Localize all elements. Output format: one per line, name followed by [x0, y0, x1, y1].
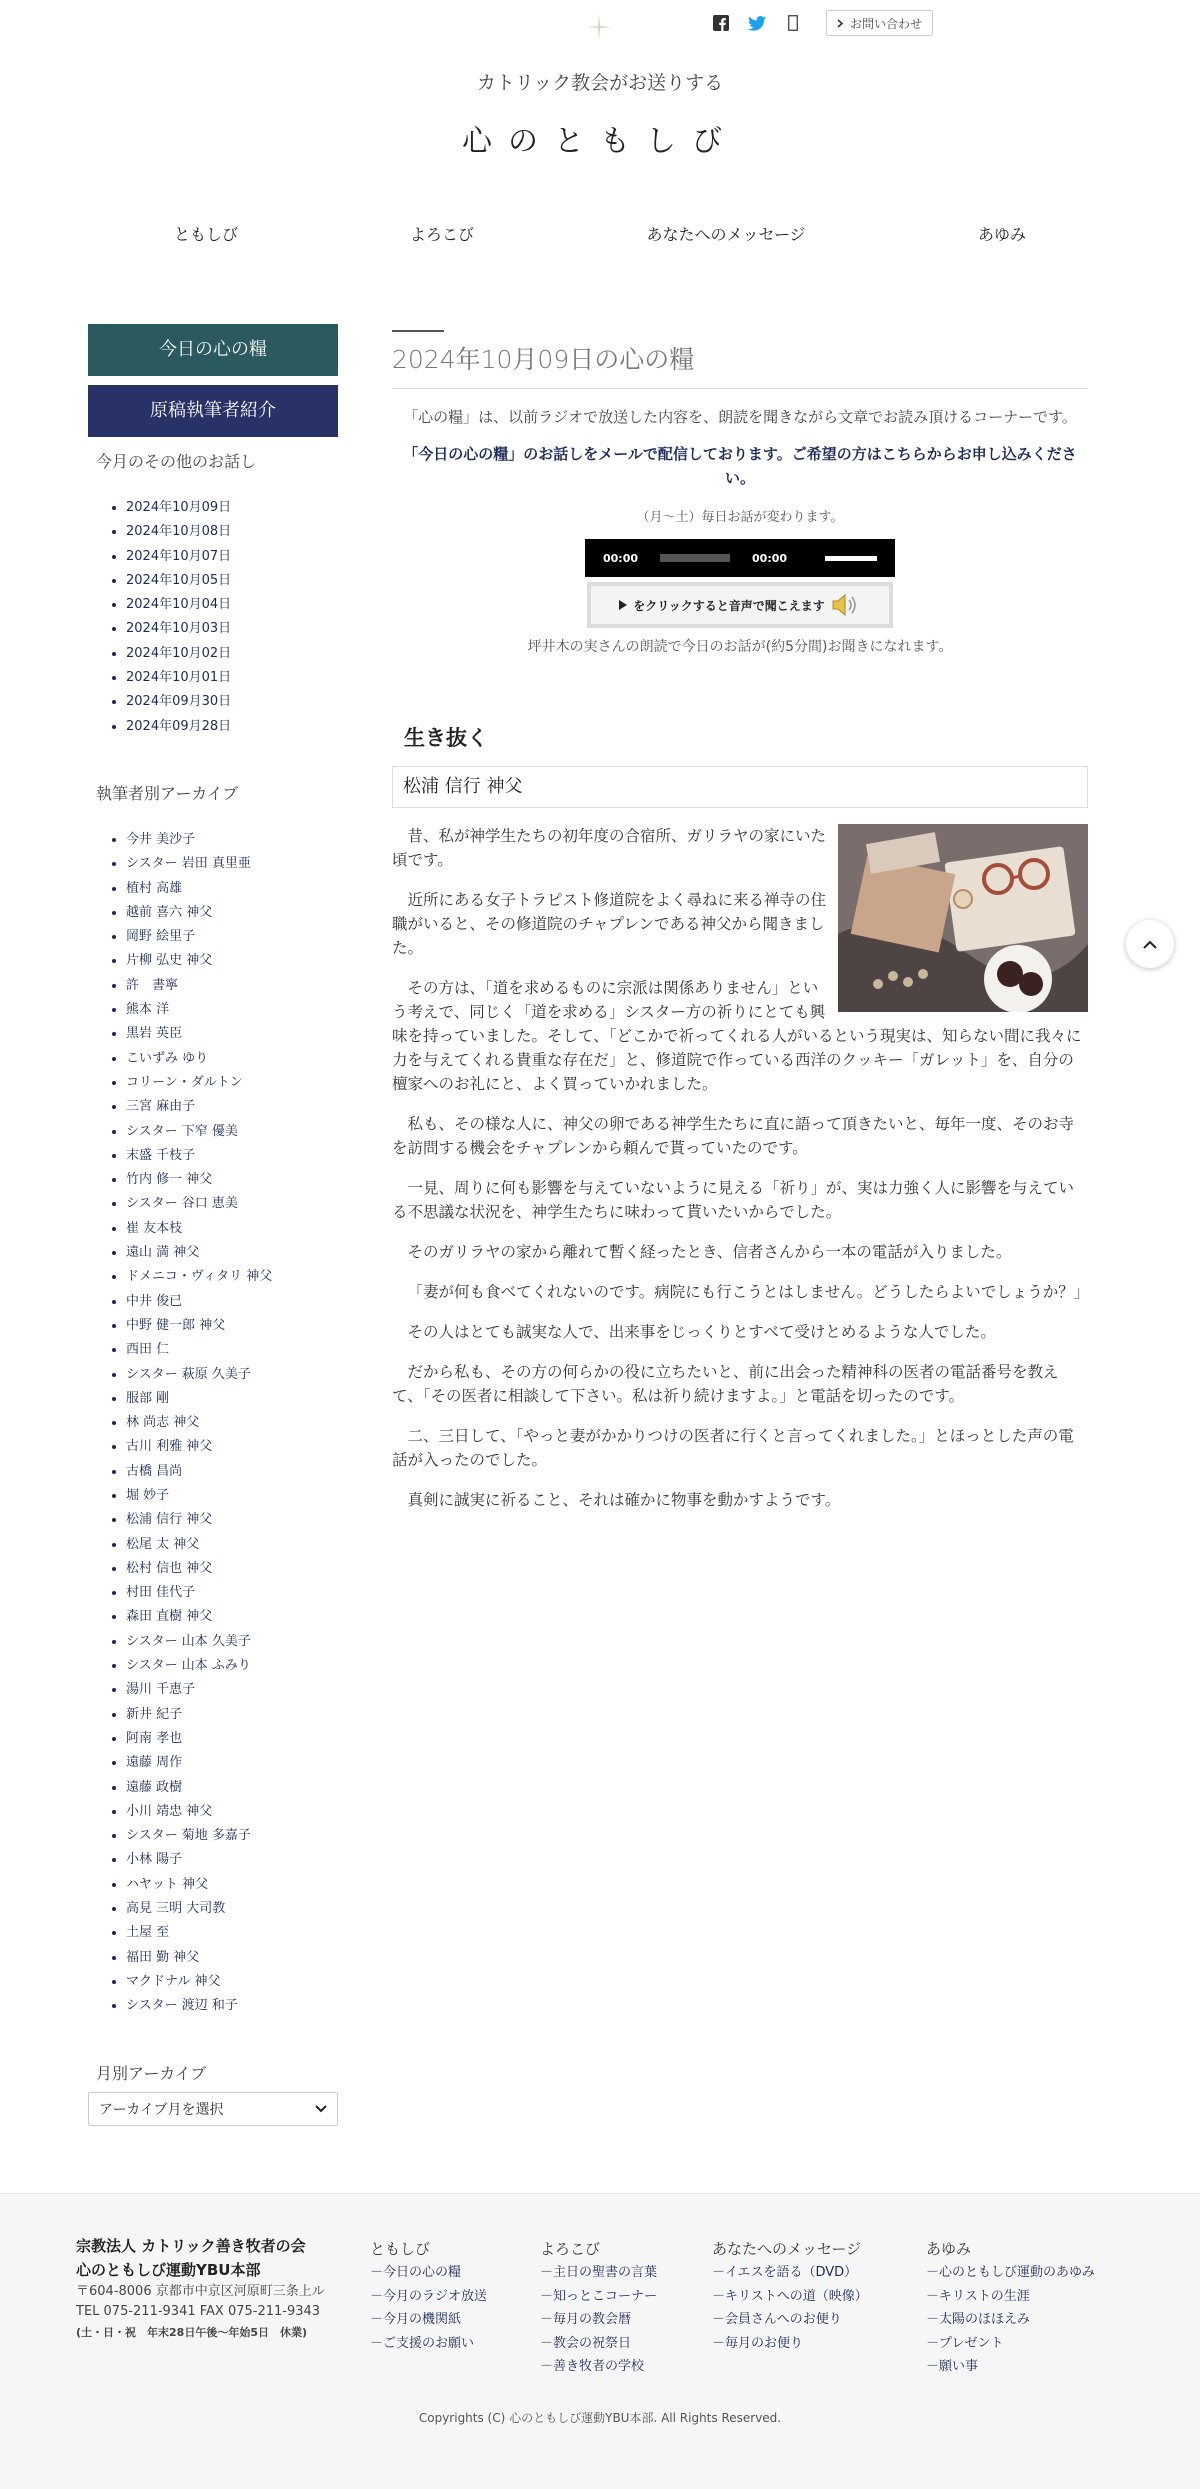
author-archive-item[interactable]: • 福田 勤 神父 [126, 1946, 338, 1970]
footer-column-heading[interactable]: あなたへのメッセージ [712, 2240, 862, 2258]
today-button[interactable]: 今日の心の糧 [88, 324, 338, 376]
chevron-up-icon [1143, 940, 1157, 949]
footer-col-tomoshibi [370, 2238, 487, 2355]
article-paragraph: 一見、周りに何も影響を与えていないように見える「祈り」が、実は力強く人に影響を与えている不思議な状況を、神学生たちに味わって貰いたいからでした。 [392, 1179, 1075, 1221]
back-to-top-button[interactable] [1126, 920, 1174, 968]
nav-item-tomoshibi[interactable]: ともしび [173, 225, 239, 244]
footer-link[interactable] [712, 2332, 868, 2356]
contact-button[interactable] [826, 10, 933, 36]
author-archive-item[interactable]: • 村田 佳代子 [126, 1581, 338, 1605]
title-accent-rule [392, 330, 444, 332]
footer-link-label: 知っとこコーナー [553, 2288, 658, 2304]
author-archive-item[interactable]: • シスター 菊地 多嘉子 [126, 1824, 338, 1848]
month-item[interactable]: • 2024年10月01日 [126, 666, 338, 690]
article-title: 生き抜く [404, 726, 488, 750]
footer-link[interactable] [712, 2285, 868, 2309]
footer-link[interactable] [540, 2285, 657, 2309]
footer-link[interactable] [540, 2332, 657, 2356]
footer-link[interactable] [926, 2332, 1095, 2356]
author-archive-item[interactable]: • 越前 喜六 神父 [126, 901, 338, 925]
footer-link-label: 今月のラジオ放送 [383, 2288, 488, 2304]
org-hours: (土・日・祝 年末28日午後〜年始5日 休業) [76, 2326, 308, 2339]
footer-col-ayumi [926, 2238, 1095, 2379]
footer-link-label: 毎月の教会暦 [553, 2312, 632, 2327]
author-archive-item[interactable]: • 松尾 太 神父 [126, 1533, 338, 1557]
twitter-icon[interactable] [746, 12, 768, 34]
intro-text: 「心の糧」は、以前ラジオで放送した内容を、朗読を聞きながら文章でお読み頂けるコーナーです。 [403, 408, 1077, 426]
footer-link-label: イエスを語る（DVD） [725, 2265, 858, 2280]
footer-column-heading[interactable]: よろこび [540, 2240, 601, 2258]
month-item[interactable]: • 2024年09月30日 [126, 690, 338, 714]
org-subname: 心のともしび運動YBU本部 [76, 2261, 261, 2279]
article-author: 松浦 信行 神父 [392, 766, 1088, 808]
month-item[interactable]: • 2024年10月08日 [126, 520, 338, 544]
chevron-down-icon [315, 2105, 327, 2113]
author-archive-item[interactable]: • シスター 下窄 優美 [126, 1120, 338, 1144]
author-archive-item[interactable]: • 阿南 孝也 [126, 1727, 338, 1751]
footer-link-dash: － [926, 2288, 940, 2304]
play-icon [619, 600, 627, 610]
author-archive-item[interactable]: • 黒岩 英臣 [126, 1022, 338, 1046]
audio-volume-bar[interactable] [825, 556, 877, 561]
author-archive-heading: 執筆者別アーカイブ [96, 783, 239, 803]
footer-link[interactable] [540, 2261, 657, 2285]
footer-link-label: プレゼント [939, 2335, 1004, 2351]
month-item[interactable]: • 2024年10月09日 [126, 496, 338, 520]
month-item[interactable]: • 2024年10月05日 [126, 569, 338, 593]
footer-link-dash: － [926, 2359, 940, 2374]
speaker-icon [831, 593, 861, 617]
footer-link-dash: － [712, 2288, 726, 2304]
footer-link-dash: － [370, 2312, 384, 2327]
article-paragraph: その方は、「道を求めるものに宗派は関係ありません」という考えで、同じく「道を求める」シスター方の祈りにとても興味を持っていました。そして、「どこかで祈ってくれる人がいるという現実は、知らない間に我々に力を与えてくれる貴重な存在だ」と、修道院で作っている西洋のクッキー「ガレット」を、自分の檀家へのお礼にと、よく買っていかれました。 [392, 979, 1082, 1093]
org-name: 宗教法人 カトリック善き牧者の会 [76, 2237, 306, 2255]
author-archive-item[interactable]: • シスター 渡辺 和子 [126, 1994, 338, 2018]
archive-month-select[interactable] [88, 2092, 338, 2126]
footer-link-label: 今日の心の糧 [383, 2265, 462, 2280]
footer-link-dash: － [370, 2265, 384, 2280]
author-archive-item[interactable]: • 服部 剛 [126, 1387, 338, 1411]
play-button-label: をクリックすると音声で聞こえます [633, 598, 825, 613]
author-archive-item[interactable]: • 遠藤 政樹 [126, 1776, 338, 1800]
instagram-icon[interactable] [782, 12, 804, 34]
footer-link-dash: － [370, 2288, 384, 2304]
author-archive-item[interactable]: • 今井 美沙子 [126, 828, 338, 852]
footer-link[interactable] [370, 2285, 487, 2309]
author-archive-item[interactable]: • シスター 萩原 久美子 [126, 1363, 338, 1387]
footer-link-dash: － [540, 2312, 554, 2327]
facebook-icon[interactable] [710, 12, 732, 34]
footer-link-dash: － [926, 2335, 940, 2351]
author-archive-item[interactable]: • 遠藤 周作 [126, 1751, 338, 1775]
footer-link-dash: － [370, 2335, 384, 2351]
author-archive-item[interactable]: • 小林 陽子 [126, 1848, 338, 1872]
article-paragraph: 二、三日して、「やっと妻がかかりつけの医者に行くと言ってくれました。」とほっとした声の電話が入ったのでした。 [392, 1427, 1074, 1469]
global-nav [0, 222, 1200, 250]
article-paragraph: その人はとても誠実な人で、出来事をじっくりとすべて受けとめるような人でした。 [407, 1323, 996, 1341]
footer-link-label: キリストの生涯 [939, 2288, 1030, 2304]
author-archive-item[interactable]: • 林 尚志 神父 [126, 1411, 338, 1435]
footer-link-label: 善き牧者の学校 [553, 2359, 645, 2374]
sidebar [88, 324, 338, 2126]
author-archive-item[interactable]: • 西田 仁 [126, 1338, 338, 1362]
nav-item-yorokobi[interactable]: よろこび [409, 225, 475, 244]
audio-current-time: 00:00 [603, 551, 639, 565]
author-list [88, 828, 338, 2019]
footer-link-label: 太陽のほほえみ [939, 2312, 1031, 2327]
logo-star-icon[interactable] [586, 14, 612, 40]
author-archive-item[interactable]: • シスター 岩田 真里亜 [126, 852, 338, 876]
footer-col-message [712, 2238, 868, 2355]
author-archive-item[interactable]: • 竹内 修一 神父 [126, 1168, 338, 1192]
nav-item-ayumi[interactable]: あゆみ [977, 225, 1027, 244]
audio-progress-track[interactable] [660, 554, 730, 562]
author-archive-item[interactable]: • 中野 健一郎 神父 [126, 1314, 338, 1338]
author-archive-item[interactable]: • 土屋 至 [126, 1921, 338, 1945]
footer-link[interactable] [926, 2261, 1095, 2285]
author-archive-item[interactable]: • 松浦 信行 神父 [126, 1508, 338, 1532]
footer-link-label: 願い事 [939, 2359, 979, 2374]
footer-link[interactable] [926, 2285, 1095, 2309]
article-paragraph: 昔、私が神学生たちの初年度の合宿所、ガリラヤの家にいた頃です。 [392, 827, 827, 869]
audio-play-button[interactable] [587, 582, 893, 628]
author-archive-item[interactable]: • 松村 信也 神父 [126, 1557, 338, 1581]
author-archive-item[interactable]: • 古橋 昌尚 [126, 1460, 338, 1484]
author-archive-item[interactable]: • 片柳 弘史 神父 [126, 949, 338, 973]
article-paragraph: だから私も、その方の何らかの役に立ちたいと、前に出会った精神科の医者の電話番号を教えて、「その医者に相談して下さい。私は祈り続けますよ。」と電話を切ったのです。 [392, 1363, 1059, 1405]
footer-link[interactable] [540, 2355, 657, 2379]
org-phone: TEL 075-211-9341 FAX 075-211-9343 [76, 2304, 321, 2319]
mail-subscribe-link[interactable]: 「今日の心の糧」のお話しをメールで配信しております。ご希望の方はこちらからお申し込みください。 [403, 445, 1077, 487]
footer-link-dash: － [540, 2265, 554, 2280]
author-archive-item[interactable]: • 三宮 麻由子 [126, 1095, 338, 1119]
org-address: 〒604-8006 京都市中京区河原町三条上ル [76, 2284, 325, 2299]
footer-link-label: 会員さんへのお便り [725, 2312, 842, 2327]
month-item[interactable]: • 2024年09月28日 [126, 715, 338, 739]
footer-link-label: 今月の機関紙 [383, 2312, 462, 2327]
footer-link[interactable] [926, 2355, 1095, 2379]
author-archive-item[interactable]: • シスター 谷口 恵美 [126, 1192, 338, 1216]
footer-link[interactable] [540, 2308, 657, 2332]
footer-link-dash: － [712, 2312, 726, 2327]
footer-link-dash: － [540, 2359, 554, 2374]
audio-duration: 00:00 [752, 551, 788, 565]
author-archive-item[interactable]: • 小川 靖忠 神父 [126, 1800, 338, 1824]
footer-link-label: 主日の聖書の言葉 [553, 2265, 658, 2280]
footer-link-label: 毎月のお便り [725, 2335, 804, 2351]
footer-col-yorokobi [540, 2238, 657, 2379]
article-paragraph: 真剣に誠実に祈ること、それは確かに物事を動かすようです。 [407, 1491, 841, 1509]
author-archive-item[interactable]: • 森田 直樹 神父 [126, 1605, 338, 1629]
footer-link-dash: － [540, 2335, 554, 2351]
monthly-archive-heading: 月別アーカイブ [96, 2063, 207, 2083]
footer-column-heading[interactable]: あゆみ [926, 2240, 972, 2258]
daily-note: （月〜土）毎日お話が変わります。 [636, 510, 844, 525]
author-archive-item[interactable]: • 堀 妙子 [126, 1484, 338, 1508]
site-tagline: カトリック教会がお送りする [476, 72, 724, 94]
footer-organization [76, 2234, 346, 2340]
author-archive-item[interactable]: • 新井 紀子 [126, 1703, 338, 1727]
author-archive-item[interactable]: • シスター 山本 久美子 [126, 1630, 338, 1654]
author-archive-item[interactable]: • 許 書寧 [126, 974, 338, 998]
author-archive-item[interactable]: • ドメニコ・ヴィタリ 神父 [126, 1265, 338, 1289]
author-archive-item[interactable]: • 古川 利雅 神父 [126, 1435, 338, 1459]
author-archive-item[interactable]: • コリーン・ダルトン [126, 1071, 338, 1095]
audio-caption: 坪井木の実さんの朗読で今日のお話が(約5分間)お聞きになれます。 [527, 639, 953, 655]
title-divider [392, 388, 1088, 389]
article-paragraph: 私も、その様な人に、神父の卵である神学生たちに直に語って頂きたいと、毎年一度、そのお寺を訪問する機会をチャプレンから頼んで貰っていたのです。 [392, 1115, 1075, 1157]
article-paragraph: そのガリラヤの家から離れて暫く経ったとき、信者さんから一本の電話が入りました。 [407, 1243, 1012, 1261]
article-photo [838, 824, 1088, 1012]
month-item[interactable]: • 2024年10月02日 [126, 642, 338, 666]
author-archive-item[interactable]: • 岡野 絵里子 [126, 925, 338, 949]
month-item[interactable]: • 2024年10月03日 [126, 617, 338, 641]
footer-column-heading[interactable]: ともしび [370, 2240, 431, 2258]
footer-link-dash: － [926, 2265, 940, 2280]
month-list [88, 496, 338, 739]
footer-link-label: 心のともしび運動のあゆみ [939, 2265, 1096, 2280]
footer-link-dash: － [712, 2335, 726, 2351]
author-archive-item[interactable]: • マクドナル 神父 [126, 1970, 338, 1994]
author-archive-item[interactable]: • 中井 俊已 [126, 1290, 338, 1314]
footer-link[interactable] [712, 2308, 868, 2332]
contact-label: お問い合わせ [850, 16, 923, 31]
footer-link[interactable] [926, 2308, 1095, 2332]
footer [0, 2193, 1200, 2489]
author-archive-item[interactable]: • 湯川 千恵子 [126, 1678, 338, 1702]
author-archive-item[interactable]: • こいずみ ゆり [126, 1047, 338, 1071]
article-body [392, 824, 1088, 1512]
footer-link-label: キリストへの道（映像） [725, 2288, 868, 2304]
chevron-right-icon [837, 19, 844, 28]
page-title: 2024年10月09日の心の糧 [392, 345, 695, 374]
footer-link-dash: － [926, 2312, 940, 2327]
article-paragraph: 「妻が何も食べてくれないのです。病院にも行こうとはしません。どうしたらよいでしょうか？」 [407, 1283, 1090, 1301]
footer-link-label: 教会の祝祭日 [553, 2335, 632, 2351]
footer-link[interactable] [712, 2261, 868, 2285]
archive-select-label: アーカイブ月を選択 [99, 2101, 224, 2118]
writers-button[interactable]: 原稿執筆者紹介 [88, 385, 338, 437]
footer-link[interactable] [370, 2332, 487, 2356]
author-archive-item[interactable]: • シスター 山本 ふみり [126, 1654, 338, 1678]
audio-player[interactable] [585, 539, 895, 577]
footer-link[interactable] [370, 2308, 487, 2332]
nav-item-message[interactable]: あなたへのメッセージ [646, 225, 806, 244]
article-paragraph: 近所にある女子トラピスト修道院をよく尋ねに来る禅寺の住職がいると、その修道院のチャプレンである神父から聞きました。 [392, 891, 827, 957]
month-heading: 今月のその他のお話し [96, 452, 257, 471]
month-item[interactable]: • 2024年10月04日 [126, 593, 338, 617]
author-archive-item[interactable]: • 崔 友本枝 [126, 1217, 338, 1241]
author-archive-item[interactable]: • 植村 高雄 [126, 877, 338, 901]
author-archive-item[interactable]: • 遠山 満 神父 [126, 1241, 338, 1265]
month-item[interactable]: • 2024年10月07日 [126, 545, 338, 569]
footer-link-dash: － [540, 2288, 554, 2304]
footer-link-label: ご支援のお願い [383, 2335, 475, 2351]
main-content [392, 330, 1088, 1528]
site-title[interactable]: 心のともしび [462, 124, 738, 159]
footer-link-dash: － [712, 2265, 726, 2280]
author-archive-item[interactable]: • 高見 三明 大司教 [126, 1897, 338, 1921]
copyright: Copyrights (C) 心のともしび運動YBU本部. All Rights Reserved. [418, 2411, 782, 2425]
author-archive-item[interactable]: • 末盛 千枝子 [126, 1144, 338, 1168]
author-archive-item[interactable]: • ハヤット 神父 [126, 1873, 338, 1897]
footer-link[interactable] [370, 2261, 487, 2285]
header-utility [710, 10, 933, 36]
author-archive-item[interactable]: • 熊本 洋 [126, 998, 338, 1022]
